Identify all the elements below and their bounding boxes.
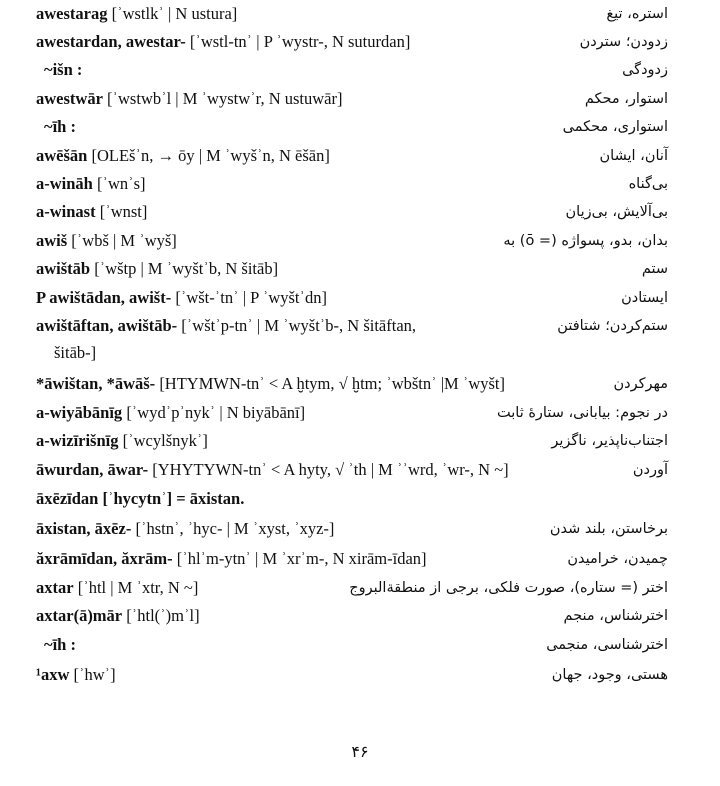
entry-awestarag xyxy=(0,3,720,27)
entry-awistaftan xyxy=(0,315,720,339)
page-number: ۴۶ xyxy=(351,742,369,761)
persian-gloss: اخترشناسی، منجمی xyxy=(546,637,668,653)
etymology: [ʾwnʾs] xyxy=(92,174,146,193)
headword: awestarag xyxy=(36,4,108,23)
etymology: [HTYMWN-tnʾ < A ḫtym, √ ḫtm; ʾwbštnʾ |M ʾwyšt] xyxy=(155,374,505,393)
persian-gloss: استره، تیغ xyxy=(606,6,668,22)
headword: āxēzīdan xyxy=(36,489,99,508)
persian-gloss: بی‌آلایش، بی‌زیان xyxy=(565,204,668,220)
headword: a-wiyābānīg xyxy=(36,403,123,422)
headword: awestwār xyxy=(36,89,103,108)
etymology: [ʾhlʾm-ytnʾ | M ʾxrʾm-, N xirām-īdan] xyxy=(172,549,427,568)
persian-gloss: زدودگی xyxy=(622,62,668,78)
headword: awēšān xyxy=(36,146,88,165)
persian-gloss: آنان، ایشان xyxy=(599,148,668,164)
persian-gloss: ستم xyxy=(641,261,668,277)
persian-gloss: مهرکردن xyxy=(613,376,668,392)
entry-awestwar-ih xyxy=(0,116,720,140)
entry-awistab xyxy=(0,258,720,282)
entry-awestardan xyxy=(0,31,720,55)
persian-gloss: استواری، محکمی xyxy=(562,119,668,135)
entry-axezidan xyxy=(0,488,720,512)
headword: ~īh : xyxy=(44,117,76,136)
persian-gloss: اختر (= ستاره)، صورت فلکی، برجی از منطقةالبروج xyxy=(349,580,668,596)
headword: ăxrāmīdan, ăxrām- xyxy=(36,549,173,568)
headword: awištāb xyxy=(36,259,91,278)
headword: P awištādan, awišt- xyxy=(36,288,172,307)
persian-gloss: ستم‌کردن؛ شتافتن xyxy=(557,318,668,334)
persian-gloss: اخترشناس، منجم xyxy=(563,608,668,624)
entry-a-winah xyxy=(0,173,720,197)
persian-gloss: زدودن؛ ستردن xyxy=(579,34,668,50)
etymology: [ʾhtl(ʾ)mʾl] xyxy=(122,606,200,625)
etymology: [ʾwstwbʾl | M ʾwystwʾr, N ustuwār] xyxy=(102,89,343,108)
entry-axtarmar xyxy=(0,605,720,629)
persian-gloss: چمیدن، خرامیدن xyxy=(567,551,668,567)
etymology: [ʾwnst] xyxy=(95,202,148,221)
entry-awurdan xyxy=(0,459,720,483)
entry-awistaftan-cont xyxy=(0,342,720,366)
headword: āxistan, āxēz- xyxy=(36,519,132,538)
etymology: [ʾwštp | M ʾwyštʾb, N šitāb] xyxy=(90,259,279,278)
etymology: [ʾwstlkʾ | N ustura] xyxy=(107,4,238,23)
etymology: [ʾhycytnʾ] = āxistan. xyxy=(98,489,245,508)
entry-axw xyxy=(0,664,720,688)
etymology: [ʾwydʾpʾnykʾ | N biyābānī] xyxy=(122,403,306,422)
etymology: [ʾhtl | M ʾxtr, N ~] xyxy=(73,578,199,597)
headword: awestardan, awestar- xyxy=(36,32,186,51)
headword: ~išn : xyxy=(44,60,83,79)
headword: ¹axw xyxy=(36,665,70,684)
entry-awesan xyxy=(0,145,720,169)
etymology: [ʾhwʾ] xyxy=(69,665,116,684)
headword: a-wināh xyxy=(36,174,93,193)
headword: a-winast xyxy=(36,202,96,221)
headword: awiš xyxy=(36,231,68,250)
headword: axtar(ā)mār xyxy=(36,606,123,625)
entry-axtar xyxy=(0,577,720,601)
entry-awistadan xyxy=(0,287,720,311)
etymology: [ʾhstnʾ, ʾhyc- | M ʾxyst, ʾxyz-] xyxy=(131,519,335,538)
etymology: [YHYTYWN-tnʾ < A hyty, √ ʾth | M ʾʾwrd, ʾwr-, N ~] xyxy=(148,460,509,479)
etymology: [ʾwšt-ʾtnʾ | P ʾwyštʾdn] xyxy=(171,288,327,307)
persian-gloss: استوار، محکم xyxy=(584,91,668,107)
etymology: [ʾwštʾp-tnʾ | M ʾwyštʾb-, N šitāftan, xyxy=(177,316,417,335)
headword: āwurdan, āwar- xyxy=(36,460,149,479)
entry-axistan xyxy=(0,518,720,542)
entry-awestwar xyxy=(0,88,720,112)
headword: *āwištan, *āwāš- xyxy=(36,374,156,393)
entry-a-wizirisnig xyxy=(0,430,720,454)
headword: a-wizīrišnīg xyxy=(36,431,119,450)
etymology: [ʾwcylšnykʾ] xyxy=(118,431,208,450)
persian-gloss: آوردن xyxy=(632,462,668,478)
etymology: šitāb-] xyxy=(54,343,97,362)
headword: ~īh : xyxy=(44,635,76,654)
entry-axramidan xyxy=(0,548,720,572)
persian-gloss: اجتناب‌ناپذیر، ناگزیر xyxy=(551,433,668,449)
headword: awištāftan, awištāb- xyxy=(36,316,178,335)
entry-axtarmar-ih xyxy=(0,634,720,658)
headword: axtar xyxy=(36,578,74,597)
persian-gloss: ایستادن xyxy=(621,290,668,306)
entry-a-winast xyxy=(0,201,720,225)
etymology: [OLEšʾn, → ōy | M ʾwyšʾn, N ēšān] xyxy=(87,146,330,165)
etymology: [ʾwbš | M ʾwyš] xyxy=(67,231,177,250)
entry-a-wiyabanig xyxy=(0,402,720,426)
persian-gloss: برخاستن، بلند شدن xyxy=(549,521,668,537)
etymology: [ʾwstl-tnʾ | P ʾwystr-, N suturdan] xyxy=(185,32,411,51)
entry-awestardan-isn xyxy=(0,59,720,83)
persian-gloss: در نجوم: بیابانی، ستارهٔ ثابت xyxy=(497,405,668,421)
persian-gloss: بدان، بدو، پسواژه (= ō) به xyxy=(503,233,668,249)
entry-awis xyxy=(0,230,720,254)
persian-gloss: هستی، وجود، جهان xyxy=(551,667,668,683)
entry-awistan xyxy=(0,373,720,397)
persian-gloss: بی‌گناه xyxy=(628,176,668,192)
